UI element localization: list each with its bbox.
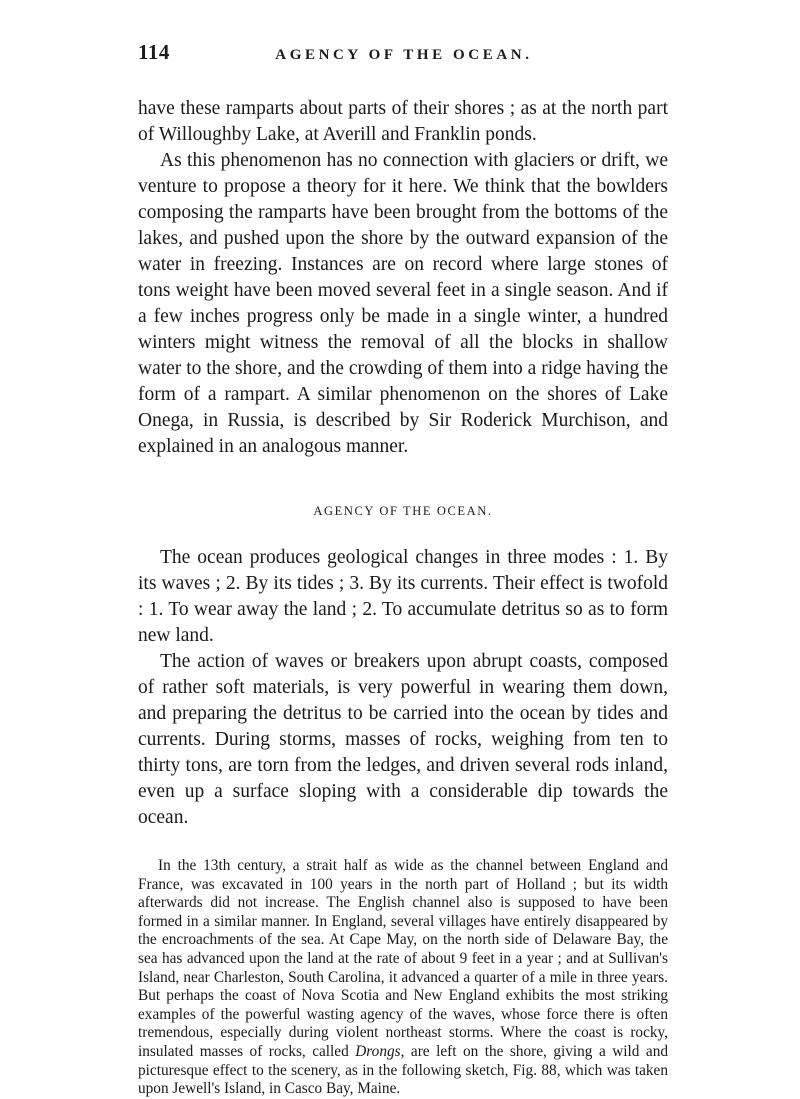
footnote-text-before: In the 13th century, a strait half as wide as the channel between England and France, was excavated in 100 years in the north part of Holland ; but its width afterwards did not increase. The English channel also is supposed to have been formed in a similar manner. In England, several villages have entirely disappeared by the encroachments of the sea. At Cape May, on the north side of Delaware Bay, the sea has advanced upon the land at the rate of about 9 feet in a year ; and at Sullivan's Island, near Charleston, South Carolina, it advanced a quarter of a mile in three years. But perhaps the coast of Nova Scotia and New England exhibits the most striking examples of the powerful wasting agency of the waves, whose force there is often tremendous, especially during violent northeast storms. Where the coast is rocky, insulated masses of rocks, called: [138, 857, 668, 1060]
footnote-text-after: , are left on the shore, giving a wild and picturesque effect to the scenery, as in the following sketch, Fig. 88, which was taken upon Jewell's Island, in Casco Bay, Maine.: [138, 1042, 669, 1098]
paragraph-ocean-modes: The ocean produces geological changes in three modes : 1. By its waves ; 2. By its tides ; 3. By its currents. Their effect is twofold : 1. To wear away the land ; 2. To accumulate detritus so as to form new land.: [138, 547, 668, 646]
paragraph-rampart-theory: As this phenomenon has no connection with glaciers or drift, we venture to propose a theory for it here. We think that the bowlders composing the ramparts have been brought from the bottoms of the lakes, and pushed upon the shore by the outward expansion of the water in freezing. Instances are on record where large stones of tons weight have been moved several feet in a single season. And if a few inches progress only be made in a single winter, a hundred winters might witness the removal of all the blocks in shallow water to the shore, and the crowding of them into a ridge having the form of a rampart. A similar phenomenon on the shores of Lake Onega, in Russia, is described by Sir Roderick Murchison, and explained in an analogous manner.: [138, 150, 668, 457]
running-head: AGENCY OF THE OCEAN.: [275, 47, 533, 63]
paragraph-continued: have these ramparts about parts of their shores ; as at the north part of Willoughby Lake, at Averill and Franklin ponds.: [138, 98, 668, 145]
section-heading: AGENCY OF THE OCEAN.: [313, 504, 493, 518]
footnote-block: [138, 857, 668, 1099]
footnote-italic-term: Drongs: [355, 1042, 401, 1060]
page-header: [138, 40, 668, 74]
page-number: 114: [138, 40, 170, 64]
body-text: [138, 96, 668, 831]
footnote-paragraph: [138, 857, 668, 1099]
book-page: [138, 40, 668, 1099]
paragraph-waves-action: The action of waves or breakers upon abrupt coasts, composed of rather soft materials, is very powerful in wearing them down, and preparing the detritus to be carried into the ocean by tides and currents. During storms, masses of rocks, weighing from ten to thirty tons, are torn from the ledges, and driven several rods inland, even up a surface sloping with a considerable dip towards the ocean.: [138, 651, 668, 828]
